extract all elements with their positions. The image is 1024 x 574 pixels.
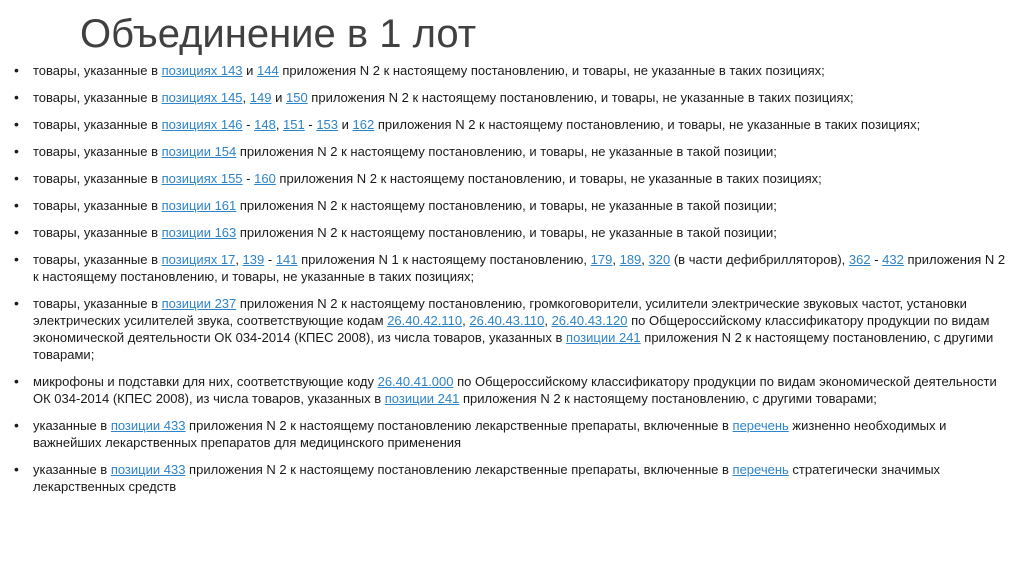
item-text: , — [641, 252, 649, 267]
item-text: , — [612, 252, 620, 267]
item-text: указанные в — [33, 462, 111, 477]
reference-link[interactable]: 162 — [352, 117, 375, 132]
item-text: и — [271, 90, 286, 105]
list-item — [12, 143, 1012, 160]
bullet-list — [12, 62, 1012, 505]
reference-link[interactable]: позиции 161 — [161, 198, 237, 213]
item-text: , — [275, 117, 284, 132]
reference-link[interactable]: 160 — [254, 171, 276, 186]
item-text: приложения N 2 к настоящему постановлению, и товары, не указанные в таких позициях; — [307, 90, 854, 105]
item-text: приложения N 2 к настоящему постановлению, и товары, не указанные в таких позициях; — [275, 171, 822, 186]
item-text: , — [235, 252, 243, 267]
reference-link[interactable]: позициях 17 — [161, 252, 236, 267]
item-text: товары, указанные в — [33, 225, 162, 240]
item-text: приложения N 2 к настоящему постановлению, громкоговорители, усилители электрические звуковых частот, установки электрических усилителей звука, соответствующие кодам — [33, 296, 967, 328]
list-item — [12, 461, 1012, 495]
item-text: приложения N 1 к настоящему постановлению, — [297, 252, 591, 267]
item-text: - — [242, 171, 255, 186]
item-text: - — [242, 117, 255, 132]
item-text: товары, указанные в — [33, 144, 162, 159]
item-text: приложения N 2 к настоящему постановлению, с другими товарами; — [33, 330, 994, 362]
item-text: , — [242, 90, 250, 105]
item-text: товары, указанные в — [33, 198, 162, 213]
reference-link[interactable]: 139 — [242, 252, 265, 267]
reference-link[interactable]: 141 — [275, 252, 298, 267]
reference-link[interactable]: 148 — [254, 117, 276, 132]
item-text: по Общероссийскому классификатору продукции по видам экономической деятельности ОК 034-2014 (КПЕС 2008), из числа товаров, указанных в — [33, 374, 997, 406]
reference-link[interactable]: 26.40.43.110 — [469, 313, 545, 328]
item-text: указанные в — [33, 418, 111, 433]
item-text: микрофоны и подставки для них, соответствующие коду — [33, 374, 378, 389]
reference-link[interactable]: 362 — [848, 252, 871, 267]
item-text: - — [264, 252, 276, 267]
item-text: (в части дефибрилляторов), — [670, 252, 849, 267]
list-item — [12, 251, 1012, 285]
item-text: приложения N 2 к настоящему постановлению, и товары, не указанные в такой позиции; — [236, 225, 777, 240]
list-item — [12, 373, 1012, 407]
list-item — [12, 224, 1012, 241]
reference-link[interactable]: 26.40.42.110 — [387, 313, 463, 328]
reference-link[interactable]: позиции 433 — [110, 418, 186, 433]
reference-link[interactable]: 320 — [648, 252, 671, 267]
reference-link[interactable]: позициях 146 — [161, 117, 243, 132]
item-text: - — [304, 117, 317, 132]
item-text: приложения N 2 к настоящему постановлению, с другими товарами; — [459, 391, 877, 406]
item-text: приложения N 2 к настоящему постановлению, и товары, не указанные в такой позиции; — [236, 144, 777, 159]
reference-link[interactable]: позиции 241 — [384, 391, 460, 406]
item-text: приложения N 2 к настоящему постановлению лекарственные препараты, включенные в — [185, 462, 733, 477]
reference-link[interactable]: перечень — [732, 462, 789, 477]
list-item — [12, 89, 1012, 106]
reference-link[interactable]: позициях 155 — [161, 171, 243, 186]
item-text: приложения N 2 к настоящему постановлению лекарственные препараты, включенные в — [185, 418, 733, 433]
item-text: , — [544, 313, 552, 328]
item-text: по Общероссийскому классификатору продукции по видам экономической деятельности ОК 034-2014 (КПЕС 2008), из числа товаров, указанных в — [33, 313, 990, 345]
item-text: приложения N 2 к настоящему постановлению, и товары, не указанные в таких позициях; — [278, 63, 825, 78]
reference-link[interactable]: 432 — [882, 252, 904, 267]
reference-link[interactable]: позиции 163 — [161, 225, 237, 240]
reference-link[interactable]: позиции 237 — [161, 296, 237, 311]
reference-link[interactable]: 26.40.41.000 — [377, 374, 454, 389]
reference-link[interactable]: позициях 145 — [161, 90, 243, 105]
item-text: товары, указанные в — [33, 117, 162, 132]
list-item — [12, 170, 1012, 187]
reference-link[interactable]: позициях 143 — [161, 63, 243, 78]
item-text: и — [242, 63, 258, 78]
item-text: приложения N 2 к настоящему постановлению, и товары, не указанные в такой позиции; — [236, 198, 777, 213]
item-text: товары, указанные в — [33, 63, 162, 78]
item-text: товары, указанные в — [33, 90, 162, 105]
reference-link[interactable]: 179 — [590, 252, 613, 267]
reference-link[interactable]: 149 — [249, 90, 272, 105]
reference-link[interactable]: позиции 241 — [566, 330, 641, 345]
list-item — [12, 417, 1012, 451]
item-text: приложения N 2 к настоящему постановлению, и товары, не указанные в таких позициях; — [33, 252, 1006, 284]
list-item — [12, 197, 1012, 214]
page-title: Объединение в 1 лот — [80, 12, 477, 56]
reference-link[interactable]: 153 — [316, 117, 339, 132]
item-text: стратегически значимых лекарственных средств — [33, 462, 941, 494]
item-text: товары, указанные в — [33, 252, 162, 267]
item-text: и — [338, 117, 353, 132]
item-text: товары, указанные в — [33, 296, 162, 311]
reference-link[interactable]: позиции 154 — [161, 144, 237, 159]
reference-link[interactable]: 26.40.43.120 — [551, 313, 628, 328]
item-text: - — [870, 252, 883, 267]
list-item — [12, 116, 1012, 133]
reference-link[interactable]: 150 — [285, 90, 308, 105]
item-text: , — [462, 313, 470, 328]
item-text: товары, указанные в — [33, 171, 162, 186]
reference-link[interactable]: 151 — [283, 117, 305, 132]
reference-link[interactable]: позиции 433 — [110, 462, 186, 477]
reference-link[interactable]: 144 — [257, 63, 279, 78]
list-item — [12, 295, 1012, 363]
reference-link[interactable]: 189 — [619, 252, 642, 267]
list-item — [12, 62, 1012, 79]
reference-link[interactable]: перечень — [732, 418, 789, 433]
item-text: приложения N 2 к настоящему постановлению, и товары, не указанные в таких позициях; — [374, 117, 921, 132]
item-text: жизненно необходимых и важнейших лекарственных препаратов для медицинского применения — [33, 418, 947, 450]
